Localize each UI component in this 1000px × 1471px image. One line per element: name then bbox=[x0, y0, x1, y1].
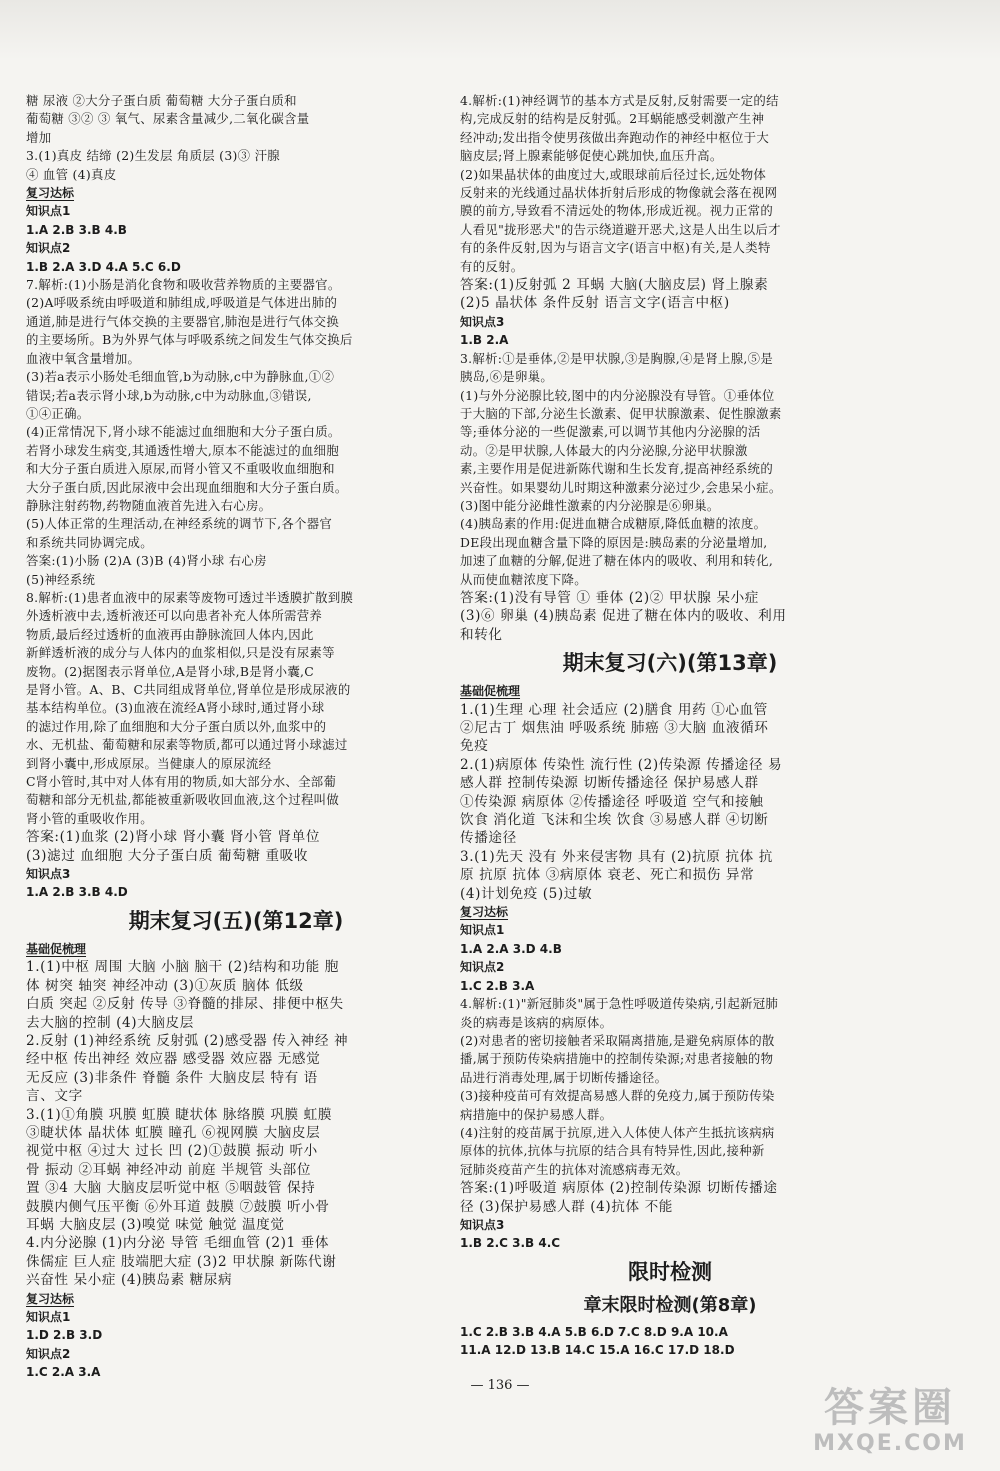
text-line: (4)正常情况下,肾小球不能滤过血细胞和大分子蛋白质。 bbox=[26, 424, 341, 440]
answer-line: (2)5 晶状体 条件反射 语言文字(语言中枢) bbox=[460, 295, 730, 312]
text-line: 和大分子蛋白质进入原尿,而肾小管又不重吸收血细胞和 bbox=[26, 461, 335, 477]
answer-line: 答案:(1)呼吸道 病原体 (2)控制传染源 切断传播途 bbox=[460, 1180, 778, 1197]
text-line: 增加 bbox=[26, 129, 52, 145]
text-line: (2)A呼吸系统由呼吸道和肺组成,呼吸道是气体进出肺的 bbox=[26, 295, 338, 311]
answer-line: 4.内分泌腺 (1)内分泌 导管 毛细血管 (2)1 垂体 bbox=[26, 1235, 330, 1252]
answer-line: 1.(1)中枢 周围 大脑 小脑 脑干 (2)结构和功能 胞 bbox=[26, 959, 339, 976]
text-line: 血液中氧含量增加。 bbox=[26, 350, 141, 366]
section-label: 1.C 2.A 3.A bbox=[26, 1365, 101, 1380]
page-number: — 136 — bbox=[470, 1378, 530, 1393]
text-line: (5)人体正常的生理活动,在神经系统的调节下,各个器官 bbox=[26, 516, 333, 532]
text-line: 炎的病毒是该病的病原体。 bbox=[460, 1014, 613, 1030]
text-line: 大分子蛋白质,因此尿液中会出现血细胞和大分子蛋白质。 bbox=[26, 479, 348, 495]
text-line: 若肾小球发生病变,其通透性增大,原本不能滤过的血细胞 bbox=[26, 442, 340, 458]
answer-line: 径 (3)保护易感人群 (4)抗体 不能 bbox=[460, 1198, 674, 1215]
text-line: 的滤过作用,除了血细胞和大分子蛋白质以外,血浆中的 bbox=[26, 718, 327, 734]
answer-line: 传播途径 bbox=[460, 830, 517, 847]
text-line: 萄糖和部分无机盐,都能被重新吸收回血液,这个过程叫做 bbox=[26, 792, 340, 808]
answer-line: 3.(1)①角膜 巩膜 虹膜 睫状体 脉络膜 巩膜 虹膜 bbox=[26, 1106, 333, 1123]
section-label: 知识点3 bbox=[26, 867, 71, 882]
text-line: 通道,肺是进行气体交换的主要器官,肺泡是进行气体交换 bbox=[26, 313, 340, 329]
answer-line: 2.(1)病原体 传染性 流行性 (2)传染源 传播途径 易 bbox=[460, 756, 783, 773]
answer-line: 兴奋性 呆小症 (4)胰岛素 糖尿病 bbox=[26, 1272, 233, 1289]
text-line: (2)如果晶状体的曲度过大,或眼球前后径过长,远处物体 bbox=[460, 166, 767, 182]
text-line: 新鲜透析液的成分与人体内的血浆相似,只是没有尿素等 bbox=[26, 645, 335, 661]
text-line: 4.解析:(1)"新冠肺炎"属于急性呼吸道传染病,引起新冠肺 bbox=[460, 996, 779, 1012]
answer-line: 去大脑的控制 (4)大脑皮层 bbox=[26, 1014, 194, 1031]
section-heading: 期末复习(五)(第12章) bbox=[128, 908, 344, 933]
answer-line: 经中枢 传出神经 效应器 感受器 效应器 无感觉 bbox=[26, 1051, 321, 1068]
text-line: 废物。(2)据图表示肾单位,A是肾小球,B是肾小囊,C bbox=[26, 663, 315, 679]
answer-line: 答案:(1)没有导管 ① 垂体 (2)② 甲状腺 呆小症 bbox=[460, 589, 759, 606]
answer-line: 1.(1)生理 心理 社会适应 (2)膳食 用药 ①心血管 bbox=[460, 701, 768, 718]
section-label: 知识点1 bbox=[460, 923, 505, 938]
answer-line: ③睫状体 晶状体 虹膜 瞳孔 ⑥视网膜 大脑皮层 bbox=[26, 1124, 321, 1141]
section-label: 1.C 2.B 3.A bbox=[460, 978, 535, 993]
text-line: 人看见"拢形恶犬"的告示绕道避开恶犬,这是人出生以后才 bbox=[460, 221, 781, 237]
text-line: 素,主要作用是促进新陈代谢和生长发育,提高神经系统的 bbox=[460, 461, 774, 477]
answer-line: 原 抗原 抗体 ③病原体 衰老、死亡和损伤 异常 bbox=[460, 867, 755, 884]
text-line: DE段出现血糖含量下降的原因是:胰岛素的分泌量增加, bbox=[460, 534, 768, 550]
page-top-shade bbox=[0, 0, 1000, 60]
text-line: 到肾小囊中,形成原尿。当健康人的原尿流经 bbox=[26, 755, 272, 771]
answer-line: 言、文字 bbox=[26, 1088, 83, 1105]
section-heading: 期末复习(六)(第13章) bbox=[562, 651, 778, 676]
section-label: 基础促梳理 bbox=[460, 684, 521, 699]
text-line: 是肾小管。A、B、C共同组成肾单位,肾单位是形成尿液的 bbox=[26, 682, 351, 697]
answer-line: 无反应 (3)非条件 脊髓 条件 大脑皮层 特有 语 bbox=[26, 1069, 318, 1086]
text-line: 的主要场所。B为外界气体与呼吸系统之间发生气体交换后 bbox=[26, 332, 353, 348]
text-line: 从而使血糖浓度下降。 bbox=[460, 571, 587, 587]
left-column bbox=[26, 92, 446, 1382]
text-line: 错误;若a表示肾小球,b为动脉,c中为动脉血,③错误, bbox=[26, 387, 312, 403]
text-line: 外透析液中去,透析液还可以向患者补充人体所需营养 bbox=[26, 608, 323, 624]
text-line: 兴奋性。如果婴幼儿时期这种激素分泌过少,会患呆小症。 bbox=[460, 479, 782, 495]
answer-line: ①传染源 病原体 ②传播途径 呼吸道 空气和接触 bbox=[460, 793, 764, 810]
answer-line: 感人群 控制传染源 切断传播途径 保护易感人群 bbox=[460, 775, 759, 792]
text-line: 构,完成反射的结构是反射弧。2耳蜗能感受刺激产生神 bbox=[460, 111, 765, 127]
text-line: 脑皮层;肾上腺素能够促使心跳加快,血压升高。 bbox=[460, 148, 723, 164]
answer-line: 体 树突 轴突 神经冲动 (3)①灰质 脑体 低级 bbox=[26, 977, 304, 994]
section-label: 知识点2 bbox=[460, 960, 505, 975]
answer-line: (4)计划免疫 (5)过敏 bbox=[460, 885, 593, 902]
watermark-text: 答案圈 bbox=[824, 1385, 956, 1431]
section-label: 1.B 2.C 3.B 4.C bbox=[460, 1236, 561, 1251]
text-line: 于大脑的下部,分泌生长激素、促甲状腺激素、促性腺激素 bbox=[460, 405, 782, 421]
answer-line: (3)⑥ 卵巢 (4)胰岛素 促进了糖在体内的吸收、利用 bbox=[460, 608, 787, 625]
text-line: 和系统共同协调完成。 bbox=[26, 534, 153, 550]
answer-line: 侏儒症 巨人症 肢端肥大症 (3)2 甲状腺 新陈代谢 bbox=[26, 1253, 337, 1270]
text-line: 水、无机盐、葡萄糖和尿素等物质,都可以通过肾小球滤过 bbox=[26, 737, 348, 753]
answer-line: 耳蜗 大脑皮层 (3)嗅觉 味觉 触觉 温度觉 bbox=[26, 1216, 285, 1233]
text-line: 4.解析:(1)神经调节的基本方式是反射,反射需要一定的结 bbox=[460, 93, 779, 108]
text-line: 8.解析:(1)患者血液中的尿素等废物可透过半透膜扩散到膜 bbox=[26, 589, 354, 605]
section-label: 知识点2 bbox=[26, 241, 71, 256]
text-line: (3)若a表示小肠处毛细血管,b为动脉,c中为静脉血,①② bbox=[26, 369, 335, 385]
section-label: 1.B 2.A bbox=[460, 333, 509, 348]
text-line: 等;垂体分泌的一些促激素,可以调节其他内分泌腺的活 bbox=[460, 424, 761, 440]
text-line: 病措施中的保护易感人群。 bbox=[460, 1106, 613, 1122]
answer-line: 和转化 bbox=[460, 626, 503, 643]
text-line: 肾小管的重吸收作用。 bbox=[26, 810, 153, 826]
text-line: 加速了血糖的分解,促进了糖在体内的吸收、利用和转化, bbox=[460, 553, 774, 569]
text-line: (4)注射的疫苗属于抗原,进入人体使人体产生抵抗该病病 bbox=[460, 1124, 775, 1140]
answer-line: 视觉中枢 ④过大 过长 凹 (2)①鼓膜 振动 听小 bbox=[26, 1143, 318, 1160]
watermark-url: MXQE.COM bbox=[813, 1431, 967, 1456]
section-label: 1.A 2.B 3.B 4.D bbox=[26, 885, 128, 900]
text-line: 胰岛,⑥是卵巢。 bbox=[460, 369, 554, 385]
right-column bbox=[460, 92, 880, 1360]
text-line: 经冲动;发出指令使男孩做出奔跑动作的神经中枢位于大 bbox=[460, 129, 770, 145]
answer-line: ②尼古丁 烟焦油 呼吸系统 肺癌 ③大脑 血液循环 bbox=[460, 720, 769, 736]
text-line: 物质,最后经过透析的血液再由静脉流回人体内,因此 bbox=[26, 626, 314, 642]
text-line: (5)神经系统 bbox=[26, 571, 96, 587]
section-heading: 限时检测 bbox=[628, 1259, 712, 1284]
text-line: 动。②是甲状腺,人体最大的内分泌腺,分泌甲状腺激 bbox=[460, 442, 748, 458]
text-line: 3.解析:①是垂体,②是甲状腺,③是胸腺,④是肾上腺,⑤是 bbox=[460, 350, 774, 366]
answer-line: 免疫 bbox=[460, 738, 489, 755]
answer-line: 饮食 消化道 飞沫和尘埃 饮食 ③易感人群 ④切断 bbox=[460, 812, 769, 829]
section-label: 基础促梳理 bbox=[26, 941, 87, 956]
section-label: 1.D 2.B 3.D bbox=[26, 1328, 103, 1343]
text-line: 冠肺炎疫苗产生的抗体对流感病毒无效。 bbox=[460, 1161, 689, 1177]
answer-line: 3.(1)先天 没有 外来侵害物 具有 (2)抗原 抗体 抗 bbox=[460, 848, 773, 865]
section-label: 知识点2 bbox=[26, 1346, 71, 1361]
text-line: 静脉注射药物,药物随血液首先进入右心房。 bbox=[26, 497, 272, 513]
section-label: 1.A 2.A 3.D 4.B bbox=[460, 941, 562, 956]
section-label: 知识点1 bbox=[26, 204, 71, 219]
text-line: 基本结构单位。(3)血液在流经A肾小球时,通过肾小球 bbox=[26, 700, 325, 716]
text-line: 有的反射。 bbox=[460, 258, 524, 274]
text-line: (3)图中能分泌雌性激素的内分泌腺是⑥卵巢。 bbox=[460, 497, 720, 513]
section-label: 1.C 2.B 3.B 4.A 5.B 6.D 7.C 8.D 9.A 10.A bbox=[460, 1324, 728, 1339]
text-line: (2)对患者的密切接触者采取隔离措施,是避免病原体的散 bbox=[460, 1032, 775, 1048]
text-line: 反射来的光线通过晶状体折射后形成的物像就会落在视网 bbox=[460, 185, 778, 201]
answer-line: 2.反射 (1)神经系统 反射弧 (2)感受器 传入神经 神 bbox=[26, 1032, 349, 1049]
text-line: (4)胰岛素的作用:促进血糖合成糖原,降低血糖的浓度。 bbox=[460, 516, 767, 532]
answer-line: 骨 振动 ②耳蜗 神经冲动 前庭 半规管 头部位 bbox=[26, 1161, 312, 1178]
text-line: C肾小管时,其中对人体有用的物质,如大部分水、全部葡 bbox=[26, 774, 337, 790]
section-label: 1.B 2.A 3.D 4.A 5.C 6.D bbox=[26, 259, 181, 274]
text-line: ④ 血管 (4)真皮 bbox=[26, 166, 117, 182]
text-line: 有的条件反射,因为与语言文字(语言中枢)有关,是人类特 bbox=[460, 240, 771, 256]
answer-line: 白质 突起 ②反射 传导 ③脊髓的排尿、排便中枢失 bbox=[26, 996, 344, 1013]
text-line: 糖 尿液 ②大分子蛋白质 葡萄糖 大分子蛋白质和 bbox=[26, 93, 297, 108]
answer-line: 鼓膜内侧气压平衡 ⑥外耳道 鼓膜 ⑦鼓膜 听小骨 bbox=[26, 1198, 330, 1215]
answer-line: 答案:(1)反射弧 2 耳蜗 大脑(大脑皮层) 肾上腺素 bbox=[460, 277, 769, 294]
section-label: 知识点1 bbox=[26, 1310, 71, 1324]
section-label: 11.A 12.D 13.B 14.C 15.A 16.C 17.D 18.D bbox=[460, 1343, 735, 1358]
section-label: 知识点3 bbox=[460, 314, 505, 329]
section-label: 复习达标 bbox=[26, 1291, 75, 1306]
text-line: 葡萄糖 ③② ③ 氧气、尿素含量减少,二氧化碳含量 bbox=[26, 111, 310, 127]
answer-line: 答案:(1)血浆 (2)肾小球 肾小囊 肾小管 肾单位 bbox=[26, 829, 321, 846]
answer-line: (3)滤过 血细胞 大分子蛋白质 葡萄糖 重吸收 bbox=[26, 847, 309, 864]
section-label: 复习达标 bbox=[26, 186, 75, 201]
section-label: 复习达标 bbox=[460, 905, 509, 920]
text-line: 3.(1)真皮 结缔 (2)生发层 角质层 (3)③ 汗腺 bbox=[26, 148, 280, 164]
answer-line: 置 ③4 大脑 大脑皮层听觉中枢 ⑤咽鼓管 保持 bbox=[26, 1180, 316, 1197]
text-line: 7.解析:(1)小肠是消化食物和吸收营养物质的主要器官。 bbox=[26, 277, 341, 293]
watermark-logo bbox=[795, 1385, 985, 1465]
text-line: (3)接种疫苗可有效提高易感人群的免疫力,属于预防传染 bbox=[460, 1088, 775, 1104]
section-subheading: 章末限时检测(第8章) bbox=[583, 1294, 757, 1316]
section-label: 知识点3 bbox=[460, 1217, 505, 1232]
text-line: 答案:(1)小肠 (2)A (3)B (4)肾小球 右心房 bbox=[26, 553, 267, 569]
text-line: ①④正确。 bbox=[26, 405, 90, 421]
section-label: 1.A 2.B 3.B 4.B bbox=[26, 222, 127, 237]
text-line: 播,属于预防传染病措施中的控制传染源;对患者接触的物 bbox=[460, 1051, 774, 1067]
text-line: 原体的抗体,抗体与抗原的结合具有特异性,因此,接种新 bbox=[460, 1143, 765, 1159]
text-line: (1)与外分泌腺比较,图中的内分泌腺没有导管。①垂体位 bbox=[460, 387, 775, 403]
text-line: 膜的前方,导致看不清远处的物体,形成近视。视力正常的 bbox=[460, 203, 774, 219]
text-line: 品进行消毒处理,属于切断传播途径。 bbox=[460, 1069, 668, 1085]
